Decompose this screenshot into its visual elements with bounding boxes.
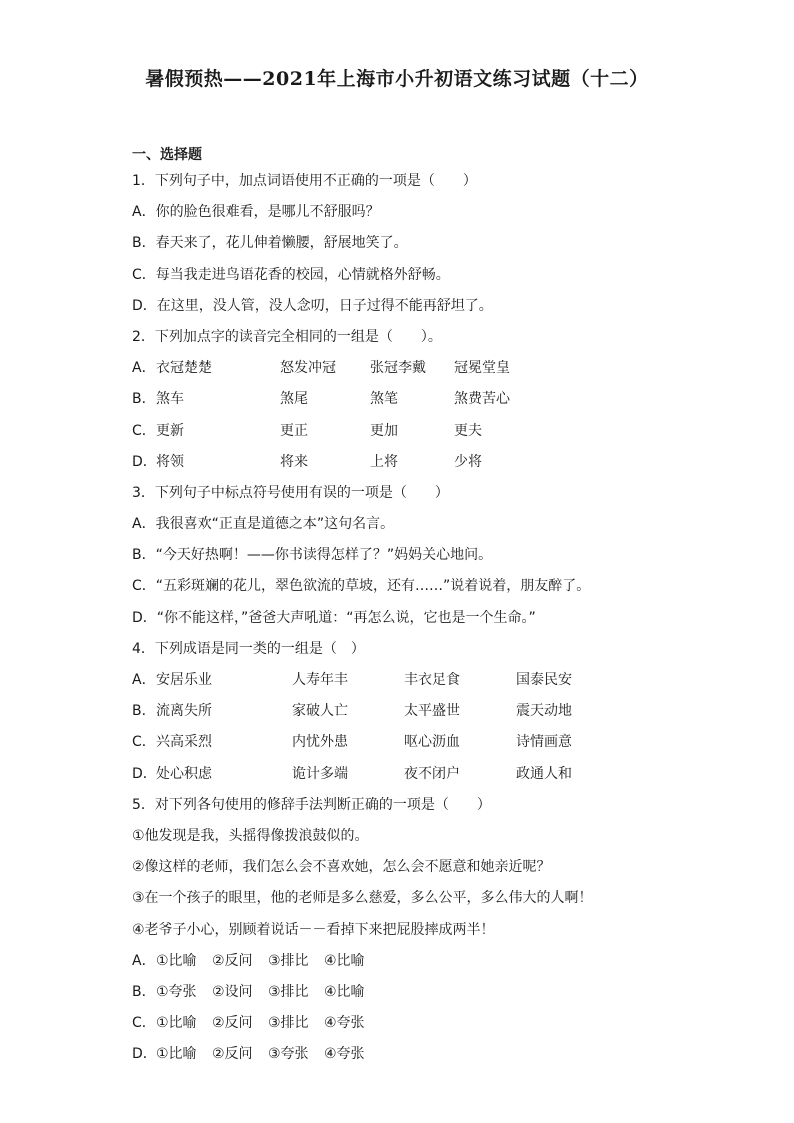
option-item: 将来 [280, 453, 308, 470]
option-label: C． [132, 734, 156, 751]
q1-option-a: A．你的脸色很难看，是哪儿不舒服吗？ [132, 204, 380, 221]
option-label: A． [132, 672, 156, 688]
option-item: 人寿年丰 [292, 672, 348, 688]
q3-option-c: C．“五彩斑斓的花儿，翠色欲流的草坡，还有……”说着说着，朋友醉了。 [132, 578, 591, 595]
option-item: 上将 [370, 453, 398, 470]
option-item: 煞笔 [370, 391, 398, 408]
option-item: ④比喻 [324, 952, 365, 969]
q5-sentence-4: ④老爷子小心，别顾着说话－－看掉下来把屁股摔成两半！ [132, 921, 495, 938]
option-item: ④夸张 [324, 1046, 365, 1063]
option-item: ②反问 [212, 952, 253, 969]
option-item: ②反问 [212, 1015, 253, 1032]
question-list [132, 166, 752, 1070]
option-label: B． [132, 703, 156, 720]
option-item: ④夸张 [324, 1015, 365, 1032]
option-item: ③夸张 [268, 1046, 309, 1063]
option-item: 煞车 [156, 391, 184, 408]
q5-sentence-1: ①他发现是我，头摇得像拨浪鼓似的。 [132, 827, 369, 844]
q4-option-d [132, 759, 752, 790]
q4-stem: 4．下列成语是同一类的一组是（ ） [132, 640, 365, 657]
q5-sentence-2: ②像这样的老师，我们怎么会不喜欢她，怎么会不愿意和她亲近呢？ [132, 859, 551, 876]
option-item: ①比喻 [156, 1015, 197, 1032]
option-item: 更夫 [454, 422, 482, 439]
q1-option-b: B．春天来了，花儿伸着懒腰，舒展地笑了。 [132, 235, 408, 252]
q2-option-b [132, 384, 752, 415]
q4-option-c [132, 727, 752, 758]
option-item: 内忧外患 [292, 734, 348, 751]
q3-option-b: B．“今天好热啊！——你书读得怎样了？”妈妈关心地问。 [132, 547, 493, 564]
option-item: 家破人亡 [292, 703, 348, 720]
section-title: 一、选择题 [132, 147, 202, 163]
q2-option-d [132, 447, 752, 478]
option-label: B． [132, 391, 156, 408]
option-item: 安居乐业 [156, 672, 212, 688]
option-item: 夜不闭户 [404, 765, 460, 782]
option-item: ②反问 [212, 1046, 253, 1063]
option-item: ④比喻 [324, 983, 365, 1000]
option-item: 丰衣足食 [404, 672, 460, 688]
option-item: 流离失所 [156, 703, 212, 720]
option-label: D． [132, 1046, 157, 1063]
q5-sentence-3: ③在一个孩子的眼里，他的老师是多么慈爱，多么公平，多么伟大的人啊！ [132, 890, 593, 907]
option-item: ①夸张 [156, 983, 197, 1000]
option-item: 更正 [280, 422, 308, 439]
q3-option-d: D．“你不能这样，”爸爸大声吼道：“再怎么说，它也是一个生命。” [132, 609, 536, 626]
option-item: 将领 [156, 453, 184, 470]
q1-option-d: D．在这里，没人管，没人念叨，日子过得不能再舒坦了。 [132, 297, 493, 314]
q2-option-c [132, 416, 752, 447]
q5-option-b [132, 977, 752, 1008]
option-item: 少将 [454, 453, 482, 470]
option-item: 国泰民安 [516, 672, 572, 688]
option-item: 怒发冲冠 [280, 360, 336, 377]
q1-option-c: C．每当我走进鸟语花香的校园，心情就格外舒畅。 [132, 266, 450, 283]
option-item: 诗情画意 [516, 734, 572, 751]
option-item: ①比喻 [156, 1046, 197, 1063]
option-item: 更加 [370, 422, 398, 439]
option-item: ①比喻 [156, 952, 197, 969]
option-item: ②设问 [212, 983, 253, 1000]
q1-stem: 1．下列句子中，加点词语使用不正确的一项是（ ） [132, 173, 477, 189]
option-label: D． [132, 765, 157, 782]
option-item: 呕心沥血 [404, 734, 460, 751]
option-item: ③排比 [268, 1015, 309, 1032]
q4-option-b [132, 696, 752, 727]
q4-option-a [132, 665, 752, 696]
option-label: D． [132, 453, 157, 470]
q5-option-c [132, 1008, 752, 1039]
q5-option-d [132, 1039, 752, 1070]
page-title: 暑假预热——2021年上海市小升初语文练习试题（十二） [145, 68, 649, 90]
option-item: ③排比 [268, 983, 309, 1000]
option-item: 太平盛世 [404, 703, 460, 720]
option-item: 震天动地 [516, 703, 572, 720]
option-item: 政通人和 [516, 765, 572, 782]
option-item: 煞尾 [280, 391, 308, 408]
q5-stem: 5．对下列各句使用的修辞手法判断正确的一项是（ ） [132, 796, 491, 813]
option-item: 诡计多端 [292, 765, 348, 782]
q3-option-a: A．我很喜欢“正直是道德之本”这句名言。 [132, 516, 395, 533]
option-item: 处心积虑 [156, 765, 212, 782]
option-item: 冠冕堂皇 [454, 360, 510, 377]
option-label: A． [132, 952, 156, 969]
q2-stem: 2．下列加点字的读音完全相同的一组是（ ）。 [132, 328, 442, 345]
option-item: 兴高采烈 [156, 734, 212, 751]
q3-stem: 3．下列句子中标点符号使用有误的一项是（ ） [132, 484, 449, 501]
option-item: 更新 [156, 422, 184, 439]
option-label: A． [132, 360, 156, 377]
option-item: 张冠李戴 [370, 360, 426, 377]
option-item: 煞费苦心 [454, 391, 510, 408]
option-label: B． [132, 983, 156, 1000]
option-item: 衣冠楚楚 [156, 360, 212, 377]
q2-option-a [132, 353, 752, 384]
option-label: C． [132, 422, 156, 439]
option-item: ③排比 [268, 952, 309, 969]
q5-option-a [132, 946, 752, 977]
option-label: C． [132, 1015, 156, 1032]
